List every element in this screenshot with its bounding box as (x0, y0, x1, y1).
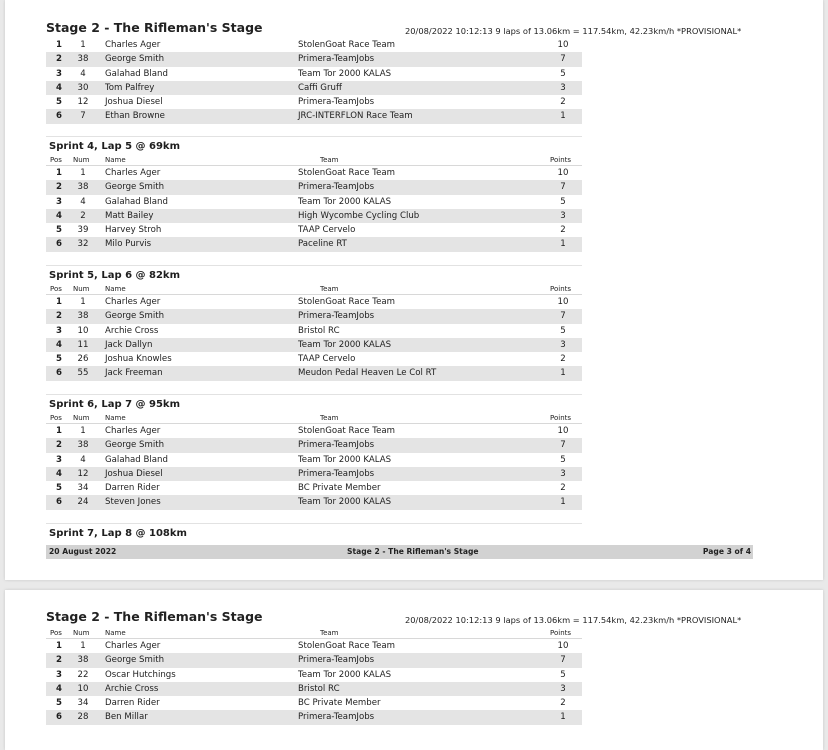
position-cell: 5 (56, 97, 62, 108)
rider-name-cell: Ben Millar (105, 712, 148, 723)
sprint-section (46, 268, 582, 381)
rider-number-cell: 1 (80, 168, 86, 178)
points-cell: 3 (560, 82, 566, 93)
rider-name-cell: Matt Bailey (105, 210, 154, 221)
position-cell: 1 (56, 168, 62, 178)
rider-number-cell: 34 (77, 483, 89, 494)
column-header-points: Points (550, 156, 572, 164)
position-cell: 4 (56, 82, 62, 93)
position-cell: 1 (56, 40, 62, 50)
points-cell: 10 (557, 297, 569, 307)
position-cell: 2 (56, 655, 62, 666)
table-row (46, 495, 582, 509)
table-row (46, 237, 582, 251)
rider-name-cell: Archie Cross (105, 325, 159, 336)
points-cell: 5 (560, 454, 566, 465)
position-cell: 6 (56, 111, 62, 122)
rider-name-cell: Charles Ager (105, 40, 161, 50)
rider-name-cell: George Smith (105, 311, 165, 322)
table-row (46, 67, 582, 81)
team-cell: Team Tor 2000 KALAS (298, 669, 392, 680)
position-cell: 4 (56, 339, 62, 350)
position-cell: 3 (56, 669, 62, 680)
rider-number-cell: 1 (80, 426, 86, 436)
team-cell: Primera-TeamJobs (298, 54, 375, 65)
points-cell: 7 (560, 54, 566, 65)
rider-name-cell: Joshua Diesel (105, 97, 163, 108)
rider-name-cell: Ethan Browne (105, 111, 165, 122)
rider-number-cell: 1 (80, 641, 86, 651)
table-row (46, 324, 582, 338)
section-title: Sprint 7, Lap 8 @ 108km (49, 528, 187, 539)
team-cell: BC Private Member (298, 483, 381, 494)
points-cell: 2 (560, 97, 566, 108)
section-divider (46, 265, 582, 266)
section-title: Sprint 4, Lap 5 @ 69km (49, 141, 181, 152)
column-header-team: Team (320, 285, 339, 293)
section-divider (46, 136, 582, 137)
column-header-points: Points (550, 629, 572, 637)
rider-number-cell: 38 (77, 440, 89, 451)
position-cell: 5 (56, 225, 62, 236)
results-table-top (46, 38, 582, 124)
rider-number-cell: 30 (77, 82, 89, 93)
table-row (46, 166, 582, 180)
team-cell: StolenGoat Race Team (298, 40, 395, 50)
team-cell: Meudon Pedal Heaven Le Col RT (298, 368, 437, 379)
rider-number-cell: 38 (77, 54, 89, 65)
points-cell: 2 (560, 483, 566, 494)
position-cell: 2 (56, 54, 62, 65)
points-cell: 1 (560, 368, 566, 379)
points-cell: 3 (560, 210, 566, 221)
table-row (46, 81, 582, 95)
position-cell: 2 (56, 311, 62, 322)
page-footer (46, 545, 753, 559)
rider-name-cell: Charles Ager (105, 168, 161, 178)
rider-number-cell: 7 (80, 111, 86, 122)
table-row (46, 109, 582, 123)
race-info: 20/08/2022 10:12:13 9 laps of 13.06km = 117.54km, 42.23km/h *PROVISIONAL* (405, 26, 742, 36)
table-row (46, 209, 582, 223)
table-row (46, 223, 582, 237)
position-cell: 1 (56, 641, 62, 651)
column-header-pos: Pos (50, 285, 62, 293)
rider-number-cell: 38 (77, 182, 89, 193)
points-cell: 2 (560, 698, 566, 709)
table-row (46, 653, 582, 667)
rider-name-cell: George Smith (105, 655, 165, 666)
rider-name-cell: Charles Ager (105, 426, 161, 436)
points-cell: 3 (560, 339, 566, 350)
footer-date: 20 August 2022 (49, 547, 117, 556)
rider-number-cell: 24 (77, 497, 89, 508)
rider-number-cell: 12 (77, 468, 89, 479)
section-title: Sprint 6, Lap 7 @ 95km (49, 399, 181, 410)
rider-number-cell: 1 (80, 40, 86, 50)
table-row (46, 295, 582, 309)
points-cell: 10 (557, 641, 569, 651)
table-row (46, 352, 582, 366)
rider-number-cell: 22 (77, 669, 89, 680)
points-cell: 3 (560, 683, 566, 694)
page-title: Stage 2 - The Rifleman's Stage (46, 609, 263, 624)
points-cell: 7 (560, 182, 566, 193)
page-title: Stage 2 - The Rifleman's Stage (46, 20, 263, 35)
points-cell: 5 (560, 68, 566, 79)
column-header-row (46, 413, 582, 424)
table-row (46, 682, 582, 696)
section-divider (46, 523, 582, 524)
rider-number-cell: 28 (77, 712, 89, 723)
column-header-num: Num (73, 285, 90, 293)
position-cell: 4 (56, 468, 62, 479)
rider-number-cell: 2 (80, 210, 86, 221)
team-cell: Bristol RC (298, 683, 340, 694)
team-cell: Paceline RT (298, 239, 347, 250)
table-row (46, 95, 582, 109)
rider-name-cell: Jack Freeman (105, 368, 163, 379)
team-cell: StolenGoat Race Team (298, 426, 395, 436)
team-cell: Team Tor 2000 KALAS (298, 497, 392, 508)
table-row (46, 366, 582, 380)
team-cell: Team Tor 2000 KALAS (298, 196, 392, 207)
table-row (46, 195, 582, 209)
rider-number-cell: 1 (80, 297, 86, 307)
rider-name-cell: Steven Jones (105, 497, 161, 508)
table-row (46, 696, 582, 710)
table-row (46, 438, 582, 452)
points-cell: 7 (560, 440, 566, 451)
position-cell: 5 (56, 698, 62, 709)
position-cell: 4 (56, 210, 62, 221)
column-header-team: Team (320, 414, 339, 422)
position-cell: 3 (56, 454, 62, 465)
column-header-pos: Pos (50, 629, 62, 637)
table-row (46, 52, 582, 66)
rider-number-cell: 38 (77, 655, 89, 666)
team-cell: Bristol RC (298, 325, 340, 336)
rider-name-cell: Darren Rider (105, 483, 160, 494)
rider-name-cell: Charles Ager (105, 297, 161, 307)
results-page-4 (5, 590, 823, 750)
position-cell: 6 (56, 497, 62, 508)
points-cell: 3 (560, 468, 566, 479)
column-header-num: Num (73, 629, 90, 637)
column-header-name: Name (105, 414, 126, 422)
points-cell: 1 (560, 712, 566, 723)
position-cell: 6 (56, 712, 62, 723)
team-cell: Primera-TeamJobs (298, 182, 375, 193)
rider-name-cell: George Smith (105, 54, 165, 65)
table-row (46, 710, 582, 724)
rider-name-cell: Galahad Bland (105, 454, 168, 465)
rider-number-cell: 32 (77, 239, 89, 250)
table-row (46, 668, 582, 682)
table-row (46, 424, 582, 438)
points-cell: 7 (560, 311, 566, 322)
rider-name-cell: Galahad Bland (105, 196, 168, 207)
rider-name-cell: Charles Ager (105, 641, 161, 651)
team-cell: Primera-TeamJobs (298, 97, 375, 108)
column-header-num: Num (73, 156, 90, 164)
rider-name-cell: Milo Purvis (105, 239, 152, 250)
results-page-3 (5, 0, 823, 580)
result-rows (46, 639, 582, 725)
rider-number-cell: 4 (80, 454, 86, 465)
rider-name-cell: Galahad Bland (105, 68, 168, 79)
position-cell: 1 (56, 297, 62, 307)
rider-name-cell: Harvey Stroh (105, 225, 162, 236)
points-cell: 2 (560, 354, 566, 365)
position-cell: 1 (56, 426, 62, 436)
rider-name-cell: Archie Cross (105, 683, 159, 694)
results-table (46, 628, 582, 725)
team-cell: StolenGoat Race Team (298, 168, 395, 178)
position-cell: 5 (56, 354, 62, 365)
sprint-rows (46, 295, 582, 381)
footer-page-number: Page 3 of 4 (702, 547, 751, 556)
team-cell: High Wycombe Cycling Club (298, 210, 420, 221)
team-cell: Caffi Gruff (298, 82, 342, 93)
rider-number-cell: 38 (77, 311, 89, 322)
column-header-points: Points (550, 414, 572, 422)
team-cell: StolenGoat Race Team (298, 641, 395, 651)
position-cell: 2 (56, 182, 62, 193)
position-cell: 4 (56, 683, 62, 694)
sprint-rows (46, 424, 582, 510)
table-row (46, 453, 582, 467)
column-header-team: Team (320, 156, 339, 164)
team-cell: TAAP Cervelo (298, 354, 356, 365)
footer-stage: Stage 2 - The Rifleman's Stage (347, 547, 479, 556)
team-cell: Team Tor 2000 KALAS (298, 454, 392, 465)
position-cell: 3 (56, 325, 62, 336)
team-cell: Primera-TeamJobs (298, 712, 375, 723)
rider-name-cell: Darren Rider (105, 698, 160, 709)
table-row (46, 309, 582, 323)
team-cell: JRC-INTERFLON Race Team (298, 111, 413, 122)
team-cell: Primera-TeamJobs (298, 655, 375, 666)
points-cell: 7 (560, 655, 566, 666)
column-header-points: Points (550, 285, 572, 293)
points-cell: 1 (560, 497, 566, 508)
points-cell: 10 (557, 168, 569, 178)
points-cell: 10 (557, 426, 569, 436)
rider-number-cell: 55 (77, 368, 89, 379)
rider-number-cell: 12 (77, 97, 89, 108)
rider-number-cell: 4 (80, 196, 86, 207)
rider-name-cell: George Smith (105, 182, 165, 193)
rider-number-cell: 10 (77, 325, 89, 336)
section-title: Sprint 5, Lap 6 @ 82km (49, 270, 181, 281)
team-cell: Primera-TeamJobs (298, 440, 375, 451)
column-header-num: Num (73, 414, 90, 422)
column-header-name: Name (105, 285, 126, 293)
sprint-section (46, 397, 582, 510)
points-cell: 5 (560, 325, 566, 336)
rider-name-cell: Joshua Knowles (105, 354, 172, 365)
table-row (46, 481, 582, 495)
rider-name-cell: Jack Dallyn (105, 339, 153, 350)
rider-number-cell: 34 (77, 698, 89, 709)
rider-name-cell: Joshua Diesel (105, 468, 163, 479)
column-header-row (46, 628, 582, 639)
rider-number-cell: 4 (80, 68, 86, 79)
table-row (46, 180, 582, 194)
position-cell: 3 (56, 68, 62, 79)
table-row (46, 467, 582, 481)
sprint-section (46, 139, 582, 252)
points-cell: 1 (560, 111, 566, 122)
position-cell: 6 (56, 239, 62, 250)
column-header-pos: Pos (50, 414, 62, 422)
column-header-row (46, 284, 582, 295)
rider-number-cell: 11 (77, 339, 89, 350)
points-cell: 2 (560, 225, 566, 236)
team-cell: StolenGoat Race Team (298, 297, 395, 307)
table-row (46, 338, 582, 352)
team-cell: Team Tor 2000 KALAS (298, 68, 392, 79)
rider-number-cell: 39 (77, 225, 89, 236)
position-cell: 5 (56, 483, 62, 494)
position-cell: 6 (56, 368, 62, 379)
team-cell: TAAP Cervelo (298, 225, 356, 236)
table-row (46, 639, 582, 653)
position-cell: 2 (56, 440, 62, 451)
section-divider (46, 394, 582, 395)
rider-number-cell: 26 (77, 354, 89, 365)
team-cell: Team Tor 2000 KALAS (298, 339, 392, 350)
column-header-name: Name (105, 629, 126, 637)
rider-name-cell: Tom Palfrey (105, 82, 155, 93)
column-header-row (46, 155, 582, 166)
position-cell: 3 (56, 196, 62, 207)
column-header-team: Team (320, 629, 339, 637)
points-cell: 5 (560, 669, 566, 680)
sprint-section (46, 526, 582, 542)
column-header-pos: Pos (50, 156, 62, 164)
points-cell: 10 (557, 40, 569, 50)
points-cell: 1 (560, 239, 566, 250)
team-cell: Primera-TeamJobs (298, 468, 375, 479)
rider-name-cell: George Smith (105, 440, 165, 451)
rider-name-cell: Oscar Hutchings (105, 669, 176, 680)
team-cell: Primera-TeamJobs (298, 311, 375, 322)
rider-number-cell: 10 (77, 683, 89, 694)
sprint-rows (46, 166, 582, 252)
table-row (46, 38, 582, 52)
points-cell: 5 (560, 196, 566, 207)
team-cell: BC Private Member (298, 698, 381, 709)
race-info: 20/08/2022 10:12:13 9 laps of 13.06km = 117.54km, 42.23km/h *PROVISIONAL* (405, 615, 742, 625)
column-header-name: Name (105, 156, 126, 164)
